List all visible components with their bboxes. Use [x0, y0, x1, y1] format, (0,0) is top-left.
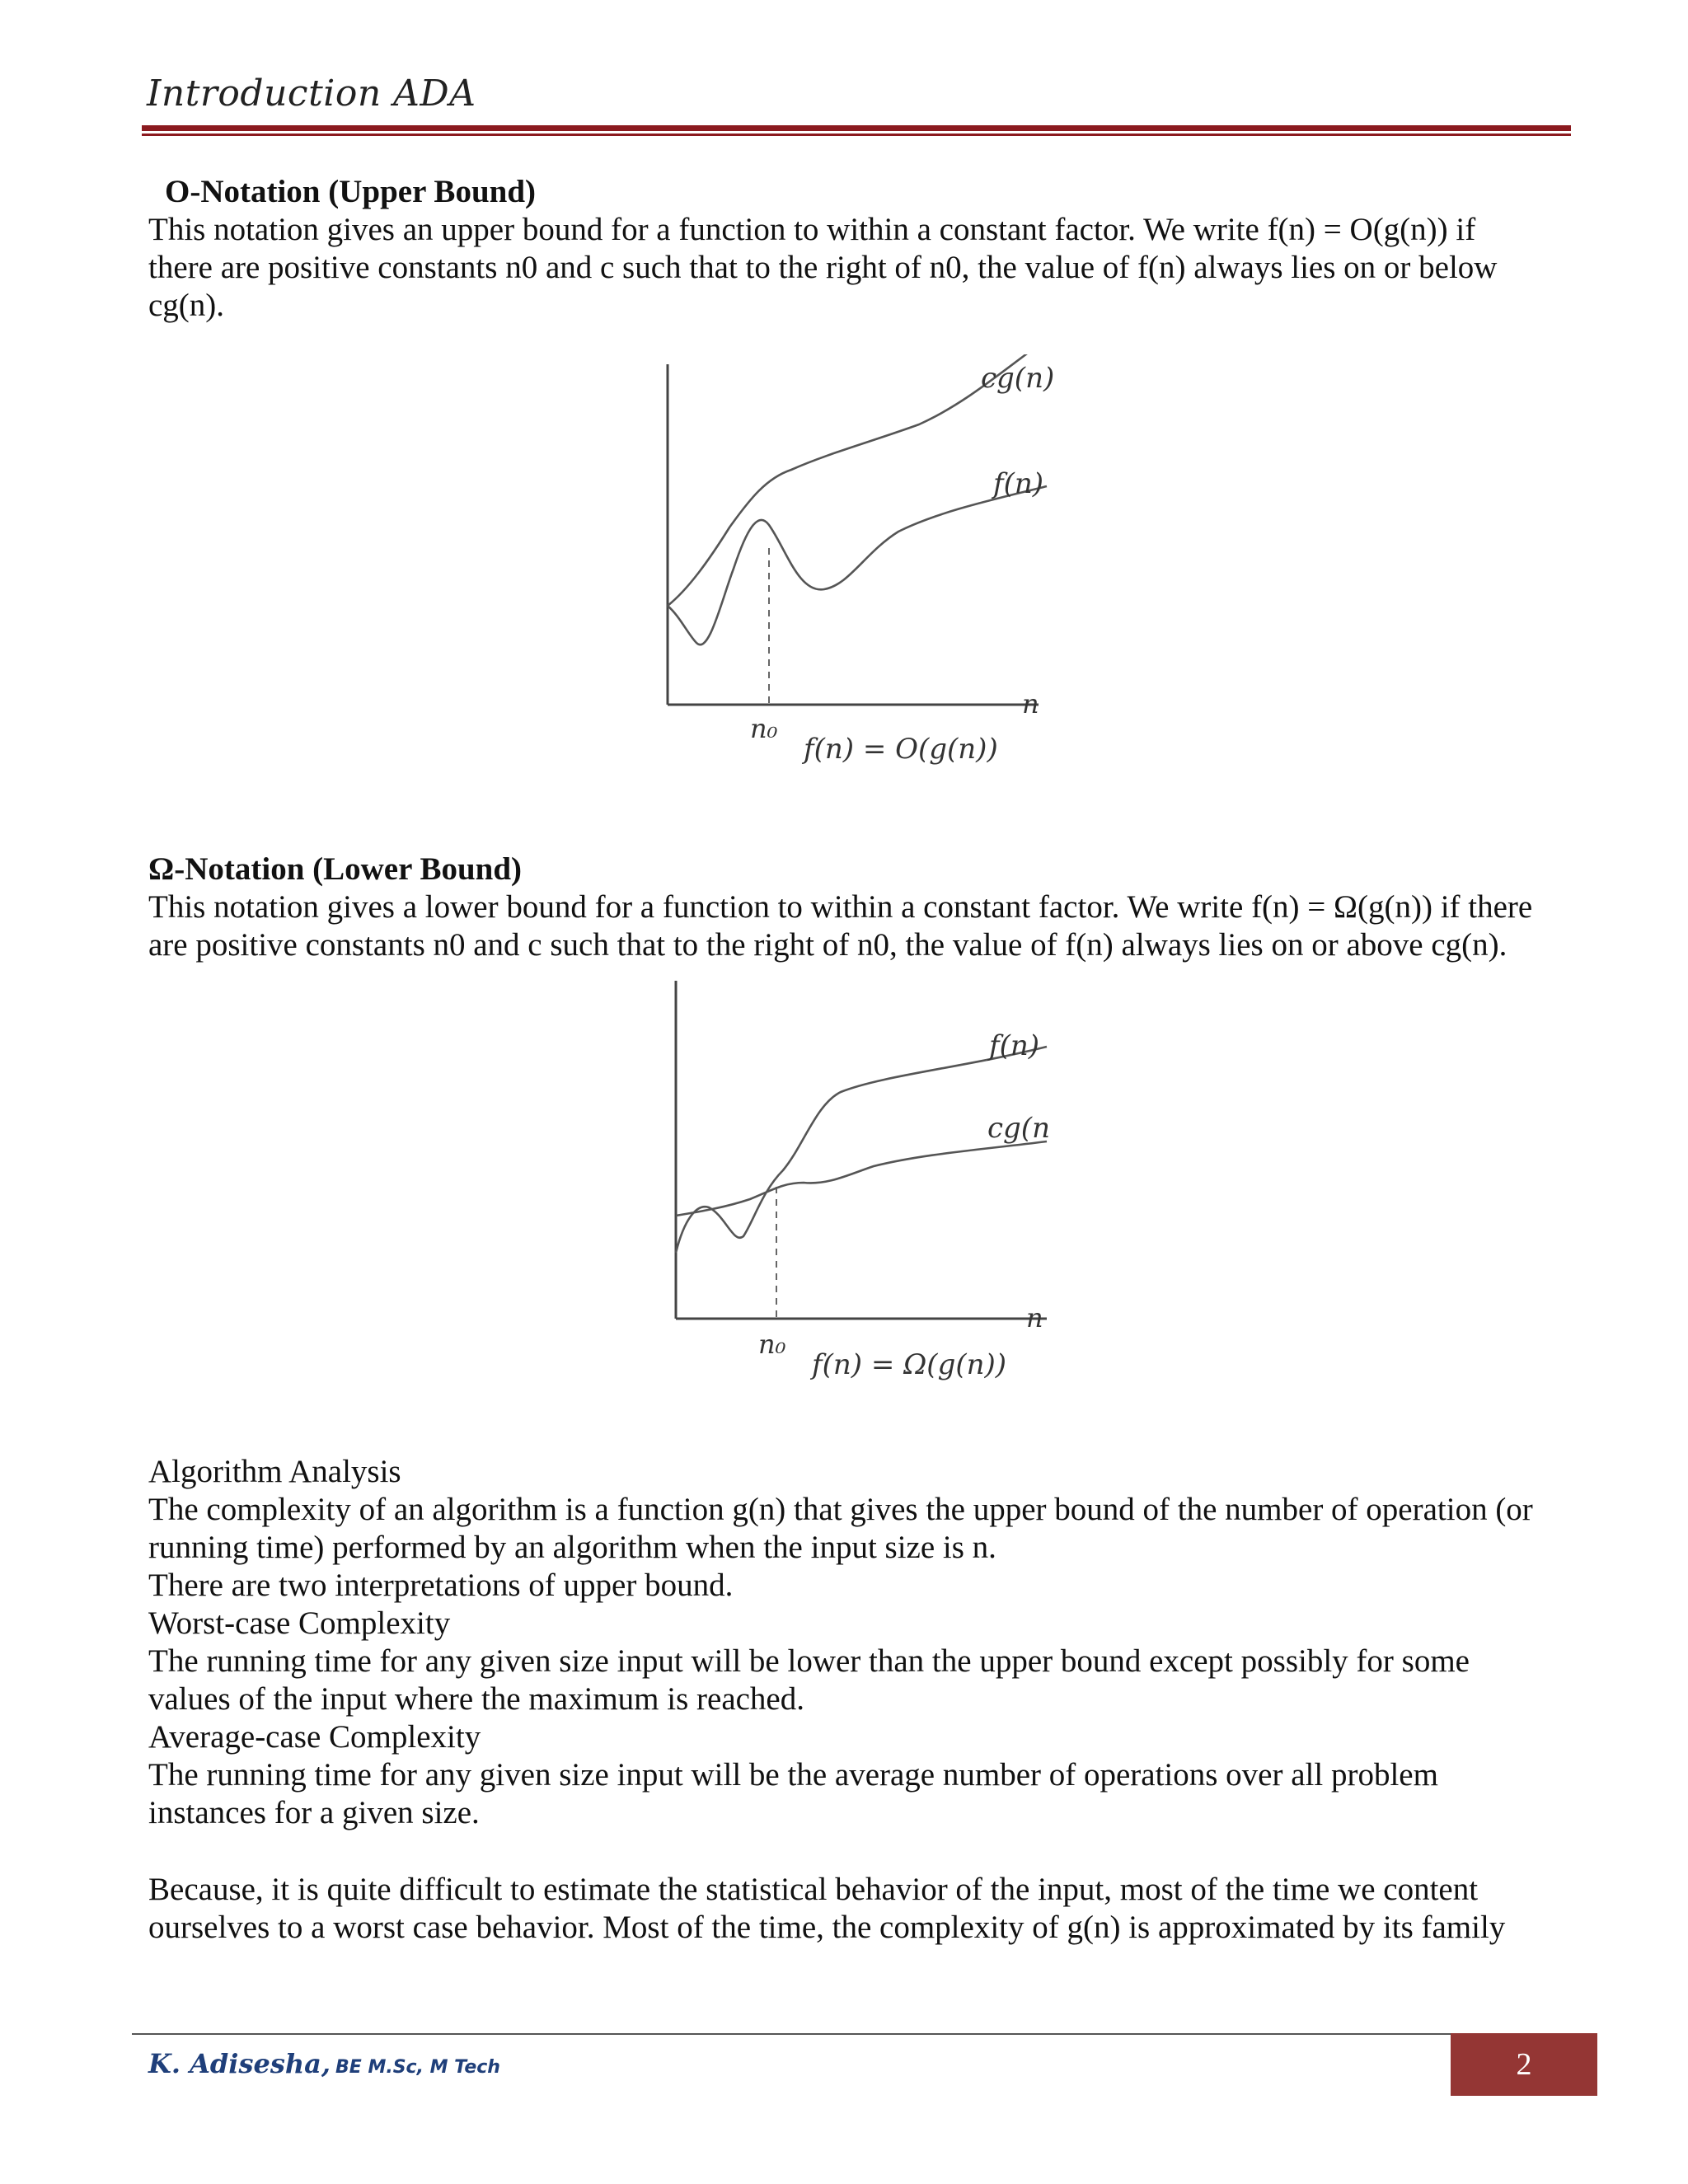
- analysis-line-4: There are two interpretations of upper bound.: [148, 1568, 734, 1603]
- omega-notation-figure: [651, 972, 1113, 1401]
- analysis-line-5: Worst-case Complexity: [148, 1605, 451, 1641]
- cg-curve: [676, 1141, 1047, 1216]
- header-title: Introduction ADA: [147, 73, 476, 115]
- caption: f(n) = Ω(g(n)): [812, 1348, 1007, 1381]
- closing-line-1: Because, it is quite difficult to estimate the statistical behavior of the input, most of the time we content: [148, 1872, 1479, 1907]
- o-notation-graph: [643, 354, 1104, 783]
- section-o-notation: [148, 173, 1574, 325]
- label-n: n: [1026, 1302, 1043, 1333]
- closing-line-2: ourselves to a worst case behavior. Most of the time, the complexity of g(n) is approximated by its family: [148, 1910, 1506, 1945]
- o-notation-figure: [643, 354, 1104, 783]
- o-notation-line-1: This notation gives an upper bound for a function to within a constant factor. We write f(n) = O(g(n)) if: [148, 212, 1476, 247]
- o-notation-heading: O-Notation (Upper Bound): [165, 174, 537, 209]
- section-algorithm-analysis: [148, 1453, 1574, 1832]
- label-n0: n₀: [758, 1329, 786, 1360]
- label-cg: cg(n: [987, 1112, 1050, 1145]
- analysis-line-3: running time) performed by an algorithm when the input size is n.: [148, 1530, 996, 1565]
- f-curve: [668, 486, 1047, 644]
- footer-rule: [132, 2033, 1576, 2035]
- analysis-line-10: instances for a given size.: [148, 1795, 480, 1830]
- caption: f(n) = O(g(n)): [804, 733, 998, 766]
- closing-paragraph: [148, 1871, 1574, 1947]
- page-number-box: [1451, 2033, 1597, 2096]
- section-omega-notation: [148, 851, 1574, 964]
- label-n0: n₀: [750, 713, 778, 744]
- analysis-line-2: The complexity of an algorithm is a function g(n) that gives the upper bound of the number of operation (or: [148, 1492, 1533, 1527]
- analysis-line-8: Average-case Complexity: [148, 1719, 481, 1755]
- omega-notation-line-1: This notation gives a lower bound for a function to within a constant factor. We write f(n) = Ω(g(n)) if there: [148, 889, 1533, 925]
- author-name: K. Adisesha,: [148, 2048, 331, 2079]
- omega-notation-line-2: are positive constants n0 and c such that to the right of n0, the value of f(n) always lies on or above cg(n).: [148, 927, 1507, 963]
- o-notation-line-2: there are positive constants n0 and c such that to the right of n0, the value of f(n) always lies on or below: [148, 250, 1498, 285]
- header-rule-thick: [142, 125, 1571, 131]
- f-curve: [676, 1047, 1047, 1253]
- omega-notation-heading: Ω-Notation (Lower Bound): [148, 851, 523, 887]
- analysis-line-6: The running time for any given size input will be lower than the upper bound except possibly for some: [148, 1643, 1470, 1679]
- header-rule-thin: [142, 134, 1571, 136]
- label-f: f(n): [993, 467, 1044, 500]
- analysis-line-7: values of the input where the maximum is reached.: [148, 1681, 804, 1717]
- analysis-line-9: The running time for any given size input will be the average number of operations over all problem: [148, 1757, 1438, 1793]
- o-notation-line-3: cg(n).: [148, 288, 225, 323]
- label-f: f(n): [989, 1029, 1040, 1062]
- omega-notation-graph: [651, 972, 1113, 1401]
- label-n: n: [1022, 688, 1039, 719]
- author-credentials: BE M.Sc, M Tech: [335, 2057, 500, 2078]
- page-number: 2: [1516, 2047, 1532, 2082]
- analysis-line-1: Algorithm Analysis: [148, 1454, 401, 1489]
- page-header: [147, 73, 1573, 115]
- label-cg: cg(n): [981, 362, 1055, 395]
- footer-author: [148, 2048, 500, 2079]
